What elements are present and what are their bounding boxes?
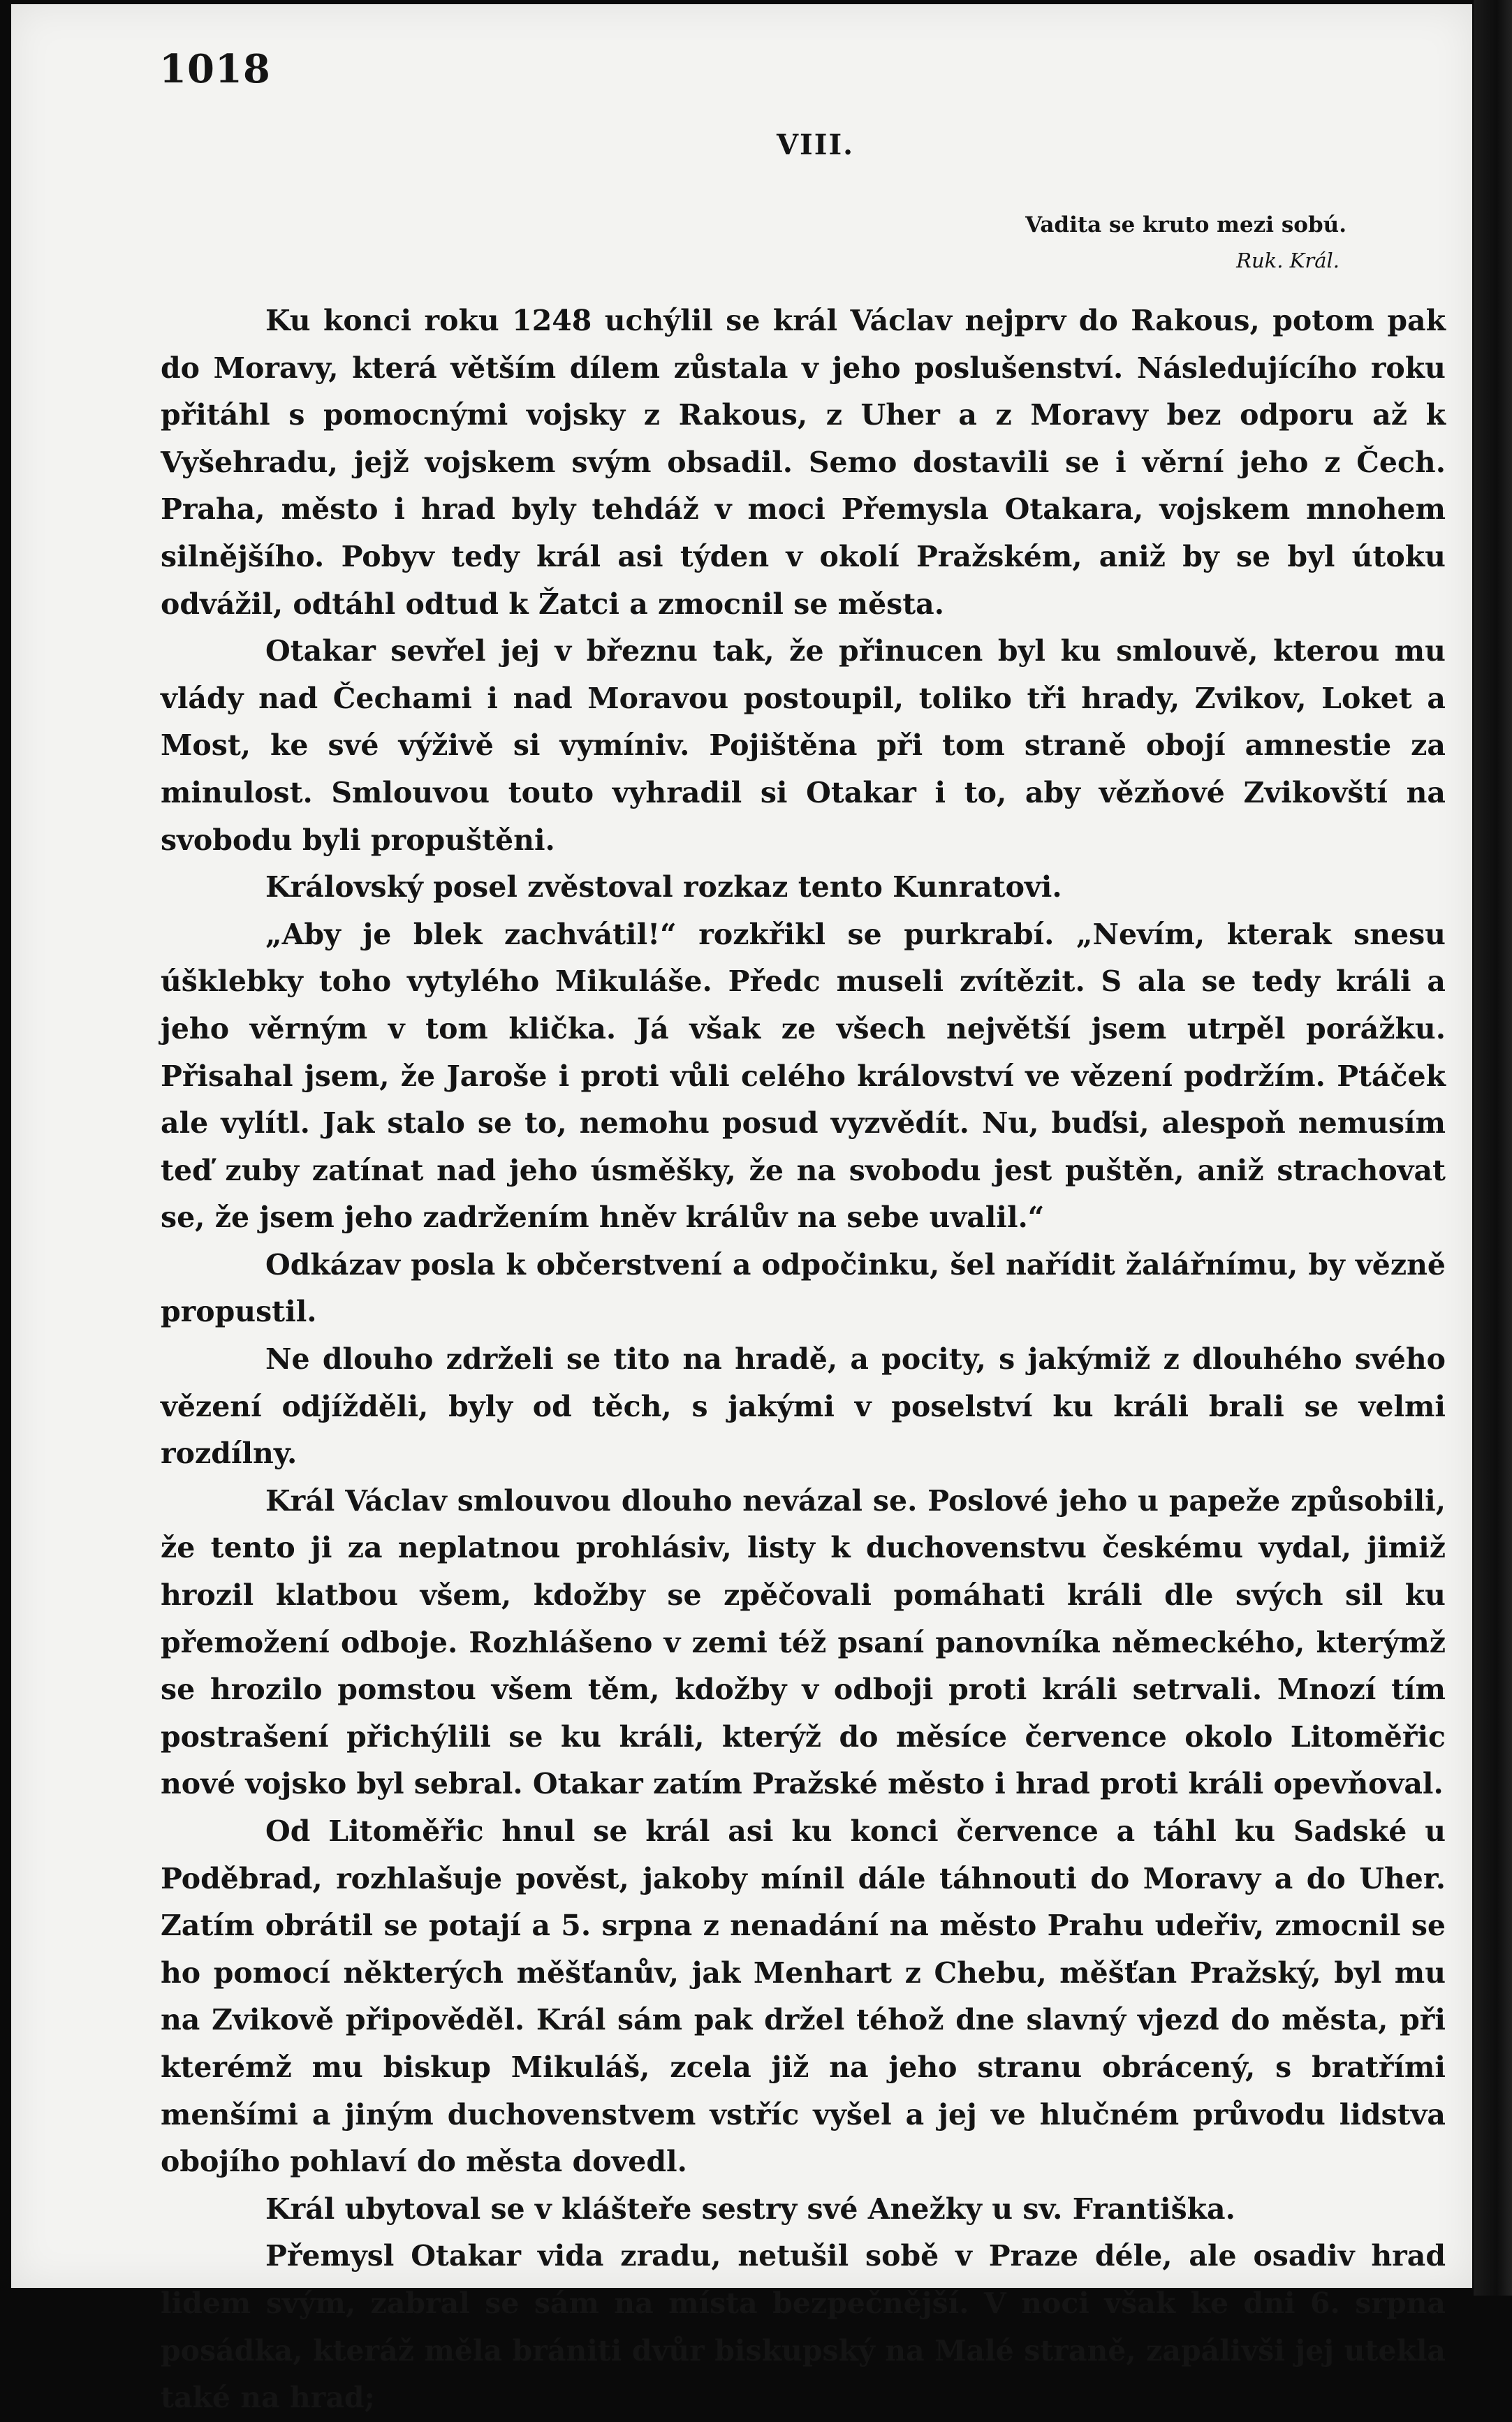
paragraph: Přemysl Otakar vida zradu, netušil sobě v Praze déle, ale osadiv hrad lidem svým, zabral se sám na místa bezpečnější. V noci však ke dni 6. srpna posádka, kteráž měla brániti dvůr biskupský na Malé straně, zapálivši jej utekla také na hrad;	[161, 2239, 1446, 2415]
paragraph: Od Litoměřic hnul se král asi ku konci července a táhl ku Sadské u Poděbrad, rozhlašuje pověst, jakoby mínil dále táhnouti do Moravy a do Uher. Zatím obrátil se potají a 5. srpna z nenadání na město Prahu udeřiv, zmocnil se ho pomocí některých měšťanův, jak Menhart z Chebu, měšťan Pražský, byl mu na Zvikově připověděl. Král sám pak držel téhož dne slavný vjezd do města, při kterémž mu biskup Mikuláš, zcela již na jeho stranu obrácený, s bratřími menšími a jiným duchovenstvem vstříc vyšel a jej ve hlučném průvodu lidstva obojího pohlaví do města dovedl.	[161, 1814, 1446, 2179]
motto-source: Ruk. Král.	[1236, 249, 1339, 272]
paragraph: Ku konci roku 1248 uchýlil se král Václav nejprv do Rakous, potom pak do Moravy, která větším dílem zůstala v jeho poslušenství. Následujícího roku přitáhl s pomocnými vojsky z Rakous, z Uher a z Moravy bez odporu až k Vyšehradu, jejž vojskem svým obsadil. Semo dostavili se i věrní jeho z Čech. Praha, město i hrad byly tehdáž v moci Přemysla Otakara, vojskem mnohem silnějšího. Pobyv tedy král asi týden v okolí Pražském, aniž by se byl útoku odvážil, odtáhl odtud k Žatci a zmocnil se města.	[161, 304, 1446, 621]
paragraph: Otakar sevřel jej v březnu tak, že přinucen byl ku smlouvě, kterou mu vlády nad Čechami i nad Moravou postoupil, toliko tři hrady, Zvikov, Loket a Most, ke své výživě si vymíniv. Pojištěna při tom straně obojí amnestie za minulost. Smlouvou touto vyhradil si Otakar i to, aby vězňové Zvikovští na svobodu byli propuštěni.	[161, 634, 1446, 857]
paragraph: Král ubytoval se v klášteře sestry své Anežky u sv. Františka.	[265, 2192, 1235, 2226]
paragraph: Král Václav smlouvou dlouho nevázal se. Poslové jeho u papeže způsobili, že tento ji za neplatnou prohlásiv, listy k duchovenstvu českému vydal, jimiž hrozil klatbou všem, kdožby se zpěčovali pomáhati králi dle svých sil ku přemožení odboje. Rozhlášeno v zemi též psaní panovníka německého, kterýmž se hrozilo pomstou všem těm, kdožby v odboji proti králi setrvali. Mnozí tím postrašení přichýlili se ku králi, kterýž do měsíce července okolo Litoměřic nové vojsko byl sebral. Otakar zatím Pražské město i hrad proti králi opevňoval.	[161, 1483, 1446, 1801]
page-number: 1018	[159, 46, 271, 92]
paragraph: Královský posel zvěstoval rozkaz tento Kunratovi.	[265, 870, 1062, 904]
body-text	[161, 298, 1446, 2422]
chapter-motto: Vadita se kruto mezi sobú.	[1025, 212, 1346, 237]
paragraph: „Aby je blek zachvátil!“ rozkřikl se purkrabí. „Nevím, kterak snesu úšklebky toho vytylého Mikuláše. Předc museli zvítězit. S ala se tedy králi a jeho věrným v tom klička. Já však ze všech největší jsem utrpěl porážku. Přisahal jsem, že Jaroše i proti vůli celého království ve vězení podržím. Ptáček ale vylítl. Jak stalo se to, nemohu posud vyzvědít. Nu, buďsi, alespoň nemusím teď zuby zatínat nad jeho úsměšky, že na svobodu jest puštěn, aniž strachovat se, že jsem jeho zadržením hněv králův na sebe uvalil.“	[161, 917, 1446, 1235]
paragraph: Ne dlouho zdrželi se tito na hradě, a pocity, s jakýmiž z dlouhého svého vězení odjížděli, byly od těch, s jakými v poselství ku králi brali se velmi rozdílny.	[161, 1342, 1446, 1471]
book-page	[11, 4, 1472, 2415]
scan-edge	[1474, 0, 1512, 2296]
chapter-heading: VIII.	[777, 129, 855, 161]
paragraph: Odkázav posla k občerstvení a odpočinku, šel nařídit žalářnímu, by vězně propustil.	[161, 1247, 1446, 1329]
